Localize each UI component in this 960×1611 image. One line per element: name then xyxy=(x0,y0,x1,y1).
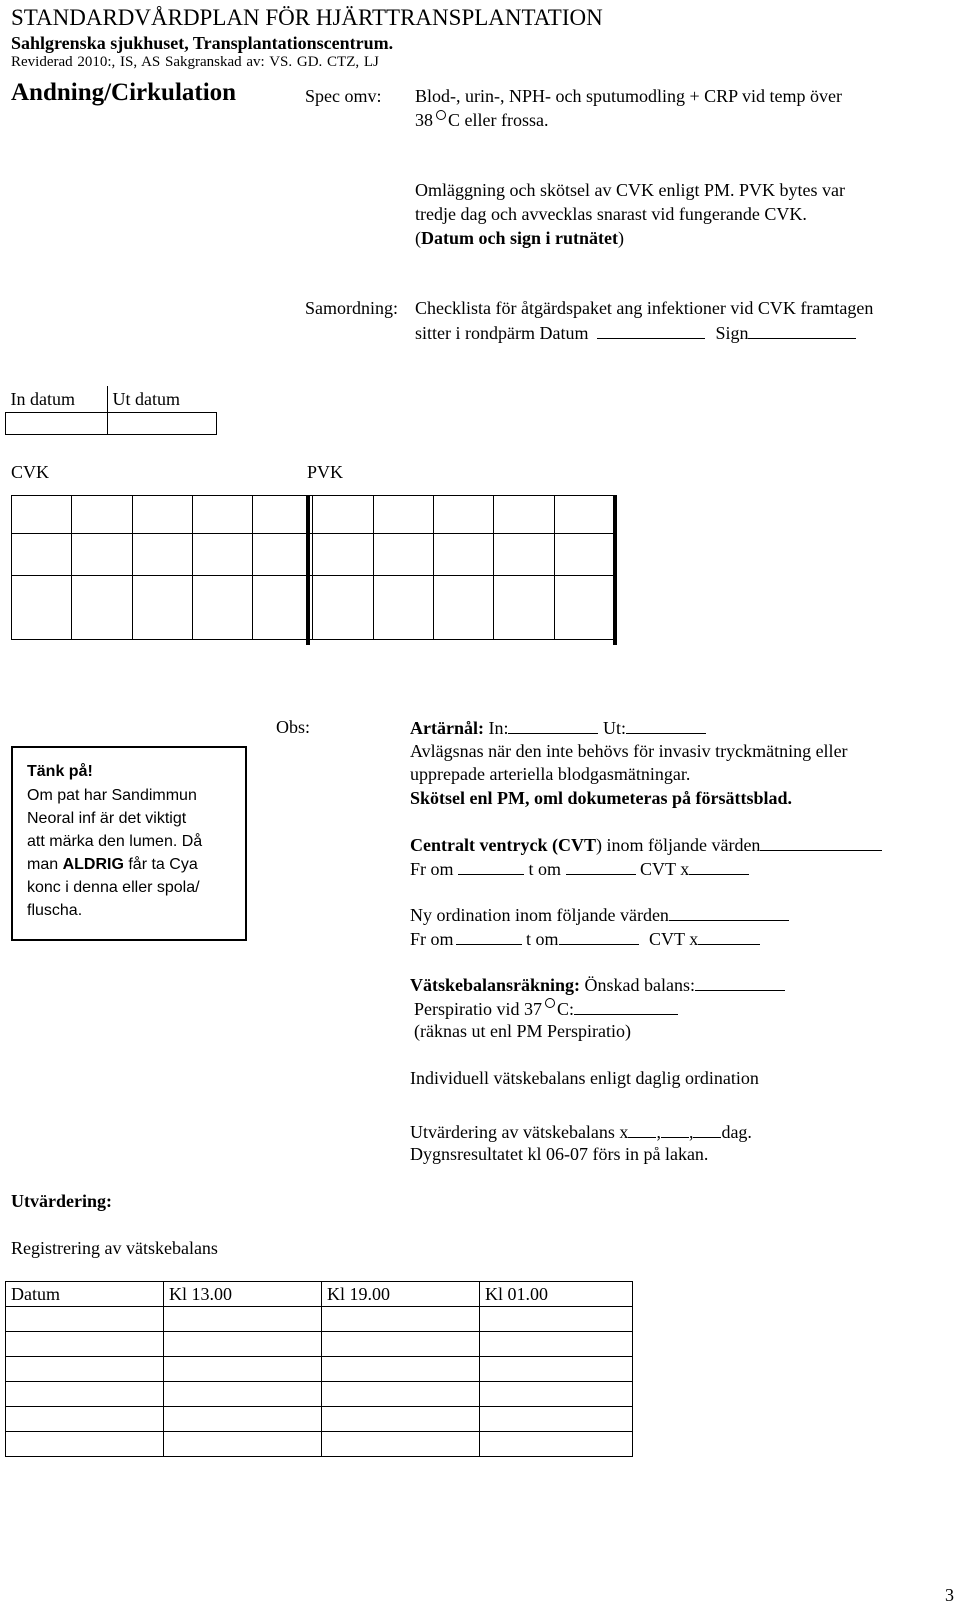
ny-range-line xyxy=(410,927,760,950)
cvt-value-field[interactable] xyxy=(760,833,882,851)
ny-ordination-line xyxy=(410,903,789,926)
grid-cell[interactable] xyxy=(132,534,192,576)
in-datum-header: In datum xyxy=(6,386,108,412)
artarnal-line-4: Skötsel enl PM, oml dokumeteras på försättsblad. xyxy=(410,788,792,808)
revision-line: Reviderad 2010:, IS, AS Sakgranskad av: VS. GD. CTZ, LJ xyxy=(11,54,379,70)
samordning-line-2 xyxy=(415,321,856,344)
grid-cell[interactable] xyxy=(12,534,72,576)
in-ut-datum-table xyxy=(5,386,217,435)
note-line-6: fluscha. xyxy=(27,902,83,919)
cvk-label: CVK xyxy=(11,462,50,482)
table-cell[interactable] xyxy=(6,1307,164,1332)
individuell-line: Individuell vätskebalans enligt daglig ordination xyxy=(410,1068,759,1088)
table-cell[interactable] xyxy=(164,1382,322,1407)
grid-cell[interactable] xyxy=(12,496,72,534)
ut-datum-header: Ut datum xyxy=(107,386,217,412)
cvt-range-line xyxy=(410,857,749,880)
table-cell[interactable] xyxy=(322,1407,480,1432)
samordning-sign-field[interactable] xyxy=(748,321,856,339)
grid-cell[interactable] xyxy=(253,534,313,576)
note-aldrig: ALDRIG xyxy=(62,856,124,873)
section-heading: Andning/Cirkulation xyxy=(11,79,237,106)
artarnal-in-field[interactable] xyxy=(508,716,598,734)
utv-field-2[interactable] xyxy=(661,1120,689,1138)
spec-label: Spec omv: xyxy=(305,86,382,106)
ut-datum-cell[interactable] xyxy=(107,412,217,434)
dygnsresultat-line: Dygnsresultatet kl 06-07 förs in på lakan. xyxy=(410,1144,709,1164)
ny-x-label: CVT x xyxy=(649,929,699,949)
perspiratio-note: (räknas ut enl PM Perspiratio) xyxy=(414,1021,631,1041)
samordning-datum-label: sitter i rondpärm Datum xyxy=(415,323,589,343)
table-cell[interactable] xyxy=(322,1332,480,1357)
grid-cell[interactable] xyxy=(313,576,373,640)
grid-cell[interactable] xyxy=(313,496,373,534)
table-cell[interactable] xyxy=(480,1407,633,1432)
table-cell[interactable] xyxy=(480,1382,633,1407)
grid-cell[interactable] xyxy=(192,496,252,534)
ny-to-field[interactable] xyxy=(559,927,639,945)
grid-cell[interactable] xyxy=(253,576,313,640)
artarnal-in-label: In: xyxy=(488,718,509,738)
note-title: Tänk på! xyxy=(27,763,93,780)
document-subtitle: Sahlgrenska sjukhuset, Transplantationscentrum. xyxy=(11,33,394,53)
artarnal-ut-field[interactable] xyxy=(626,716,706,734)
spec-temp: 38 xyxy=(415,110,433,130)
note-line-4-post: får ta Cya xyxy=(123,856,198,873)
note-line-4-pre: man xyxy=(27,856,63,873)
utv-sep-2: , xyxy=(688,1122,694,1142)
grid-cell[interactable] xyxy=(72,496,132,534)
table-cell[interactable] xyxy=(6,1432,164,1457)
grid-cell[interactable] xyxy=(72,576,132,640)
cvt-abbrev: CVT xyxy=(557,835,596,855)
grid-cell[interactable] xyxy=(253,496,313,534)
artarnal-line xyxy=(410,716,706,739)
spec-line-2 xyxy=(415,109,548,131)
omlaggning-line-2: tredje dag och avvecklas snarast vid fungerande CVK. xyxy=(415,204,807,224)
samordning-line-1: Checklista för åtgärdspaket ang infektioner vid CVK framtagen xyxy=(415,298,874,318)
onskad-balans-field[interactable] xyxy=(695,973,785,991)
cvk-pvk-grid xyxy=(11,495,615,640)
pvk-end-divider xyxy=(613,495,617,645)
page-number: 3 xyxy=(945,1585,954,1605)
kl1900-header: Kl 19.00 xyxy=(322,1282,480,1307)
table-cell[interactable] xyxy=(322,1382,480,1407)
grid-cell[interactable] xyxy=(313,534,373,576)
table-cell[interactable] xyxy=(480,1432,633,1457)
grid-cell[interactable] xyxy=(373,534,433,576)
grid-cell[interactable] xyxy=(494,496,554,534)
utv-field-1[interactable] xyxy=(628,1120,656,1138)
grid-cell[interactable] xyxy=(554,576,614,640)
cvt-x-label: CVT x xyxy=(640,859,690,879)
vatskebalans-line xyxy=(410,973,785,996)
perspiratio-line xyxy=(414,997,678,1020)
grid-cell[interactable] xyxy=(12,576,72,640)
table-cell[interactable] xyxy=(164,1407,322,1432)
perspiratio-unit: C: xyxy=(557,999,575,1019)
grid-cell[interactable] xyxy=(192,534,252,576)
cvt-to-field[interactable] xyxy=(566,857,636,875)
grid-cell[interactable] xyxy=(554,534,614,576)
grid-cell[interactable] xyxy=(494,576,554,640)
omlaggning-line-3 xyxy=(415,227,624,249)
note-line-4 xyxy=(27,856,198,874)
degree-icon xyxy=(436,110,446,120)
ny-ordination-field[interactable] xyxy=(669,903,789,921)
registration-table xyxy=(5,1281,633,1457)
table-cell[interactable] xyxy=(164,1432,322,1457)
note-line-5: konc i denna eller spola/ xyxy=(27,879,200,896)
artarnal-line-2: Avlägsnas när den inte behövs för invasiv tryckmätning eller xyxy=(410,741,848,761)
note-box xyxy=(11,746,247,941)
kl0100-header: Kl 01.00 xyxy=(480,1282,633,1307)
grid-cell[interactable] xyxy=(72,534,132,576)
grid-cell[interactable] xyxy=(434,496,494,534)
onskad-balans-label: Önskad balans: xyxy=(584,975,696,995)
cvt-from-field[interactable] xyxy=(458,857,524,875)
cvt-rest: ) inom följande värden xyxy=(595,835,761,855)
utvardering-x-label: Utvärdering av vätskebalans x xyxy=(410,1122,629,1142)
in-datum-cell[interactable] xyxy=(6,412,108,434)
grid-cell[interactable] xyxy=(192,576,252,640)
table-cell[interactable] xyxy=(6,1357,164,1382)
datum-sign-note: Datum och sign i rutnätet xyxy=(421,228,618,248)
datum-header: Datum xyxy=(6,1282,164,1307)
cvt-label: Centralt ventryck ( xyxy=(410,835,558,855)
utv-dag-label: dag. xyxy=(721,1122,752,1142)
grid-cell[interactable] xyxy=(373,576,433,640)
artarnal-label: Artärnål: xyxy=(410,718,484,738)
table-cell[interactable] xyxy=(480,1357,633,1382)
table-cell[interactable] xyxy=(6,1382,164,1407)
table-cell[interactable] xyxy=(164,1357,322,1382)
table-cell[interactable] xyxy=(6,1332,164,1357)
paren-open: ( xyxy=(415,228,421,248)
grid-cell[interactable] xyxy=(132,576,192,640)
cvt-line xyxy=(410,833,882,856)
degree-icon xyxy=(545,998,555,1008)
table-cell[interactable] xyxy=(164,1332,322,1357)
grid-cell[interactable] xyxy=(554,496,614,534)
cvt-to-label: t om xyxy=(528,859,562,879)
table-cell[interactable] xyxy=(164,1307,322,1332)
grid-cell[interactable] xyxy=(494,534,554,576)
kl1300-header: Kl 13.00 xyxy=(164,1282,322,1307)
perspiratio-field[interactable] xyxy=(574,997,678,1015)
ny-to-label: t om xyxy=(526,929,559,949)
artarnal-line-3: upprepade arteriella blodgasmätningar. xyxy=(410,764,691,784)
omlaggning-line-1: Omläggning och skötsel av CVK enligt PM. PVK bytes var xyxy=(415,180,845,200)
ny-from-field[interactable] xyxy=(456,927,522,945)
obs-label: Obs: xyxy=(276,717,311,737)
utvardering-vatskebalans-line xyxy=(410,1120,752,1143)
ny-x-field[interactable] xyxy=(698,927,760,945)
table-cell[interactable] xyxy=(322,1357,480,1382)
utv-sep-1: , xyxy=(656,1122,661,1142)
spec-line-2-text: C eller frossa. xyxy=(448,110,549,130)
table-cell[interactable] xyxy=(322,1307,480,1332)
document-title: STANDARDVÅRDPLAN FÖR HJÄRTTRANSPLANTATION xyxy=(11,5,603,30)
utvardering-heading: Utvärdering: xyxy=(11,1191,112,1211)
grid-cell[interactable] xyxy=(373,496,433,534)
ny-from-label: Fr om xyxy=(410,929,454,949)
cvt-from-label: Fr om xyxy=(410,859,454,879)
note-line-1: Om pat har Sandimmun xyxy=(27,787,197,804)
vatskebalans-label: Vätskebalansräkning: xyxy=(410,975,581,995)
spec-line-1: Blod-, urin-, NPH- och sputumodling + CRP vid temp över xyxy=(415,86,842,106)
artarnal-ut-label: Ut: xyxy=(602,718,626,738)
grid-cell[interactable] xyxy=(434,576,494,640)
table-cell[interactable] xyxy=(6,1407,164,1432)
registrering-label: Registrering av vätskebalans xyxy=(11,1238,218,1258)
samordning-datum-field[interactable] xyxy=(597,321,705,339)
table-cell[interactable] xyxy=(322,1432,480,1457)
note-line-2: Neoral inf är det viktigt xyxy=(27,810,187,827)
pvk-label: PVK xyxy=(307,462,344,482)
cvt-x-field[interactable] xyxy=(689,857,749,875)
paren-close: ) xyxy=(618,228,624,248)
samordning-label: Samordning: xyxy=(305,298,398,318)
grid-cell[interactable] xyxy=(434,534,494,576)
perspiratio-label: Perspiratio vid 37 xyxy=(414,999,542,1019)
table-cell[interactable] xyxy=(480,1307,633,1332)
samordning-sign-label: Sign xyxy=(715,323,749,343)
note-line-3: att märka den lumen. Då xyxy=(27,833,203,850)
table-cell[interactable] xyxy=(480,1332,633,1357)
grid-cell[interactable] xyxy=(132,496,192,534)
cvk-pvk-divider xyxy=(306,495,310,645)
utv-field-3[interactable] xyxy=(693,1120,721,1138)
ny-ordination-label: Ny ordination inom följande värden xyxy=(410,905,669,925)
